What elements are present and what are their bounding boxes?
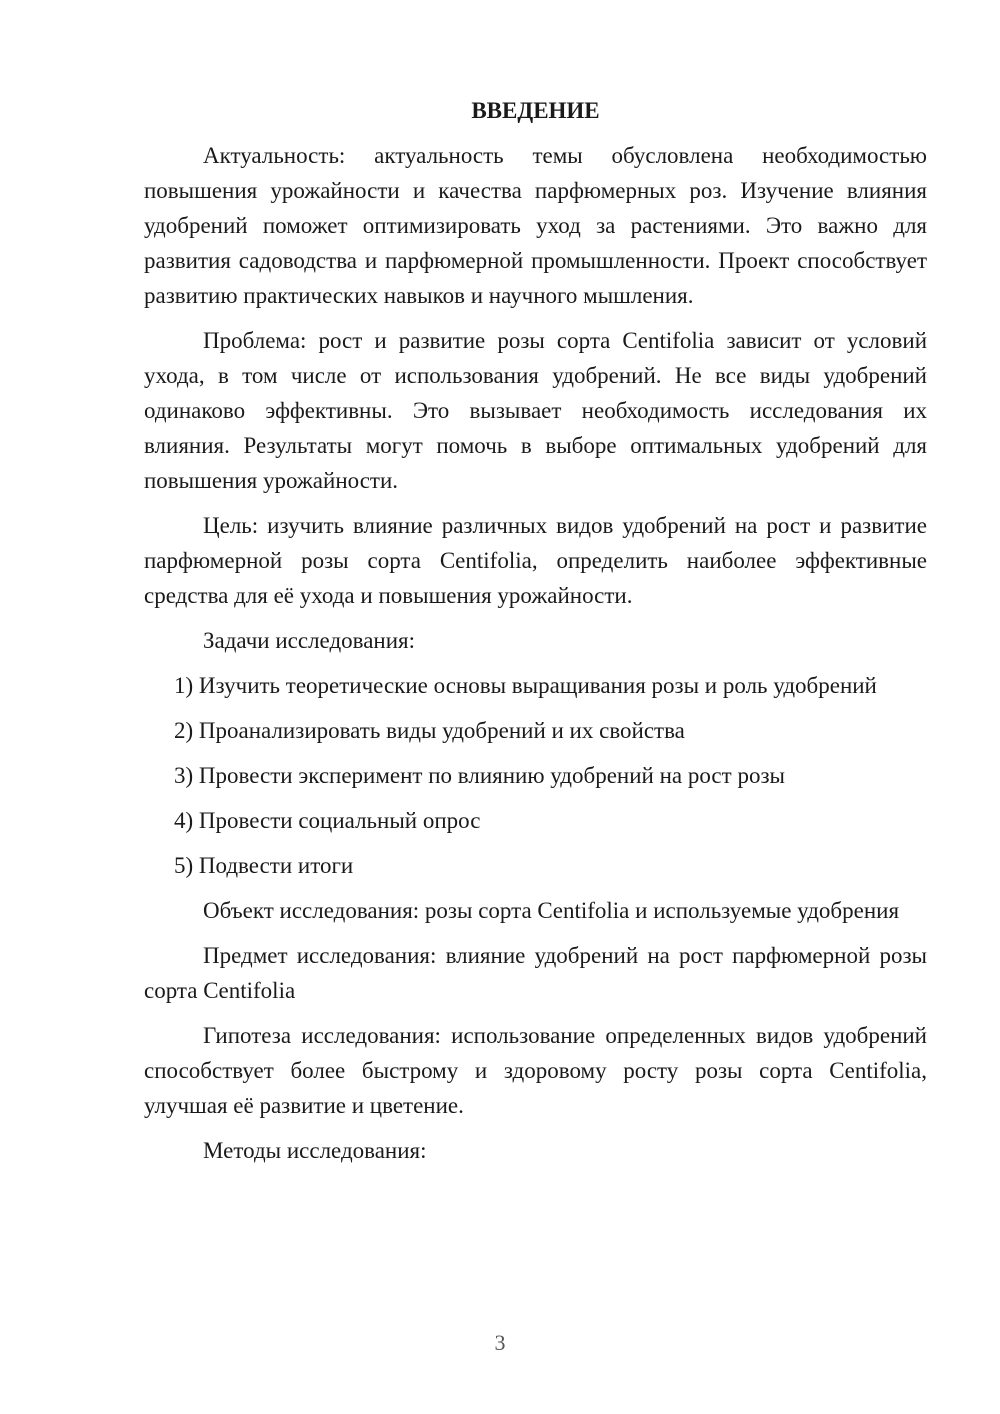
list-item: 5) Подвести итоги xyxy=(174,853,354,878)
tasks-heading: Задачи исследования: xyxy=(203,628,416,653)
paragraph-goal: Цель: изучить влияние различных видов удобрений на рост и развитие парфюмерной розы сорта Centifolia, определить наиболее эффективные средства для её ухода и повышения урожайности. xyxy=(144,513,927,608)
list-item: 1) Изучить теоретические основы выращивания розы и роль удобрений xyxy=(174,673,877,698)
page-number: 3 xyxy=(494,1330,506,1355)
list-item: 4) Провести социальный опрос xyxy=(174,808,481,833)
paragraph-subject: Предмет исследования: влияние удобрений на рост парфюмерной розы сорта Centifolia xyxy=(144,943,927,1003)
page-title: ВВЕДЕНИЕ xyxy=(471,98,600,123)
paragraph-relevance: Актуальность: актуальность темы обусловлена необходимостью повышения урожайности и качества парфюмерных роз. Изучение влияния удобрений поможет оптимизировать уход за растениями. Это важно для развития садоводства и парфюмерной промышленности. Проект способствует развитию практических навыков и научного мышления. xyxy=(144,143,927,308)
list-item: 2) Проанализировать виды удобрений и их свойства xyxy=(174,718,685,743)
paragraph-hypothesis: Гипотеза исследования: использование определенных видов удобрений способствует более быстрому и здоровому росту розы сорта Centifolia, улучшая её развитие и цветение. xyxy=(144,1023,927,1118)
page-content xyxy=(144,93,927,1178)
paragraph-problem: Проблема: рост и развитие розы сорта Centifolia зависит от условий ухода, в том числе от использования удобрений. Не все виды удобрений одинаково эффективны. Это вызывает необходимость исследования их влияния. Результаты могут помочь в выборе оптимальных удобрений для повышения урожайности. xyxy=(144,328,927,493)
methods-heading: Методы исследования: xyxy=(203,1138,427,1163)
list-item: 3) Провести эксперимент по влиянию удобрений на рост розы xyxy=(174,763,785,788)
tasks-list xyxy=(144,668,927,883)
paragraph-object: Объект исследования: розы сорта Centifolia и используемые удобрения xyxy=(203,898,900,923)
